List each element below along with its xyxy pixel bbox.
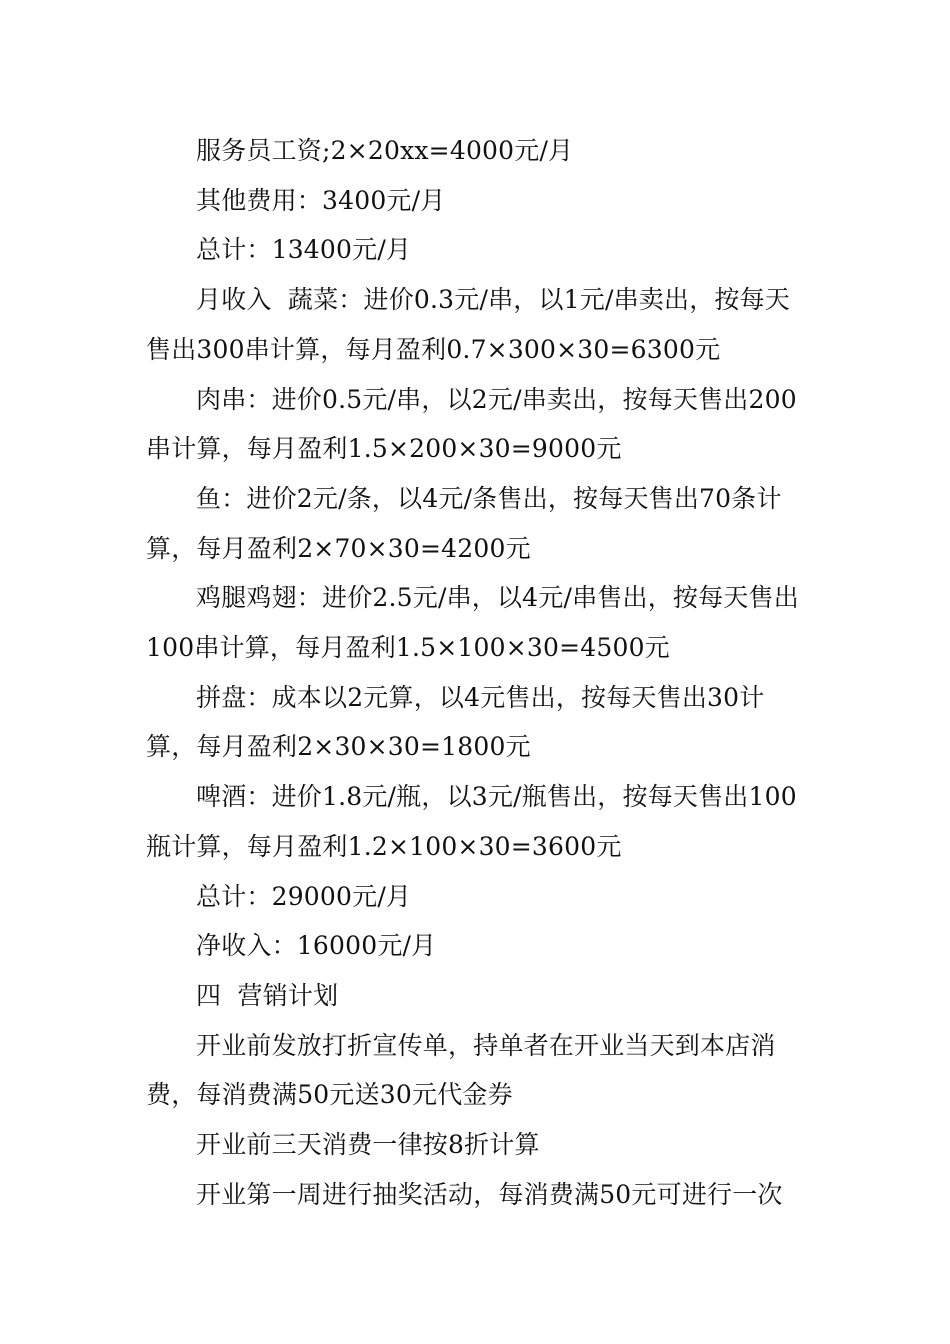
paragraph-income-beer: 啤酒：进价1.8元/瓶，以3元/瓶售出，按每天售出100瓶计算，每月盈利1.2×100×30=3600元 — [146, 782, 797, 861]
paragraph-income-total: 总计：29000元/月 — [196, 881, 412, 911]
paragraph-income-meat-skewers: 肉串：进价0.5元/串，以2元/串卖出，按每天售出200串计算，每月盈利1.5×200×30=9000元 — [146, 384, 797, 464]
paragraph-income-fish: 鱼：进价2元/条，以4元/条售出，按每天售出70条计算，每月盈利2×70×30=4200元 — [146, 483, 782, 563]
paragraph-income-vegetables: 月收入 蔬菜：进价0.3元/串，以1元/串卖出，按每天售出300串计算，每月盈利0.7×300×30=6300元 — [146, 285, 791, 364]
document-body — [146, 126, 810, 1219]
paragraph-marketing-lottery: 开业第一周进行抽奖活动，每消费满50元可进行一次 — [196, 1179, 783, 1209]
paragraph-marketing-flyers: 开业前发放打折宣传单，持单者在开业当天到本店消费，每消费满50元送30元代金券 — [146, 1030, 776, 1110]
paragraph-cost-total: 总计：13400元/月 — [196, 235, 412, 265]
paragraph-income-chicken: 鸡腿鸡翅：进价2.5元/串，以4元/串售出，按每天售出100串计算，每月盈利1.5×100×30=4500元 — [146, 583, 799, 663]
paragraph-net-income: 净收入：16000元/月 — [196, 931, 437, 961]
paragraph-other-costs: 其他费用：3400元/月 — [196, 185, 446, 215]
section-heading-marketing: 四 营销计划 — [196, 980, 339, 1010]
paragraph-staff-wages: 服务员工资;2×20xx=4000元/月 — [196, 136, 574, 165]
paragraph-income-platter: 拼盘：成本以2元算，以4元售出，按每天售出30计算，每月盈利2×30×30=1800元 — [146, 682, 765, 762]
paragraph-marketing-discount: 开业前三天消费一律按8折计算 — [196, 1130, 540, 1160]
